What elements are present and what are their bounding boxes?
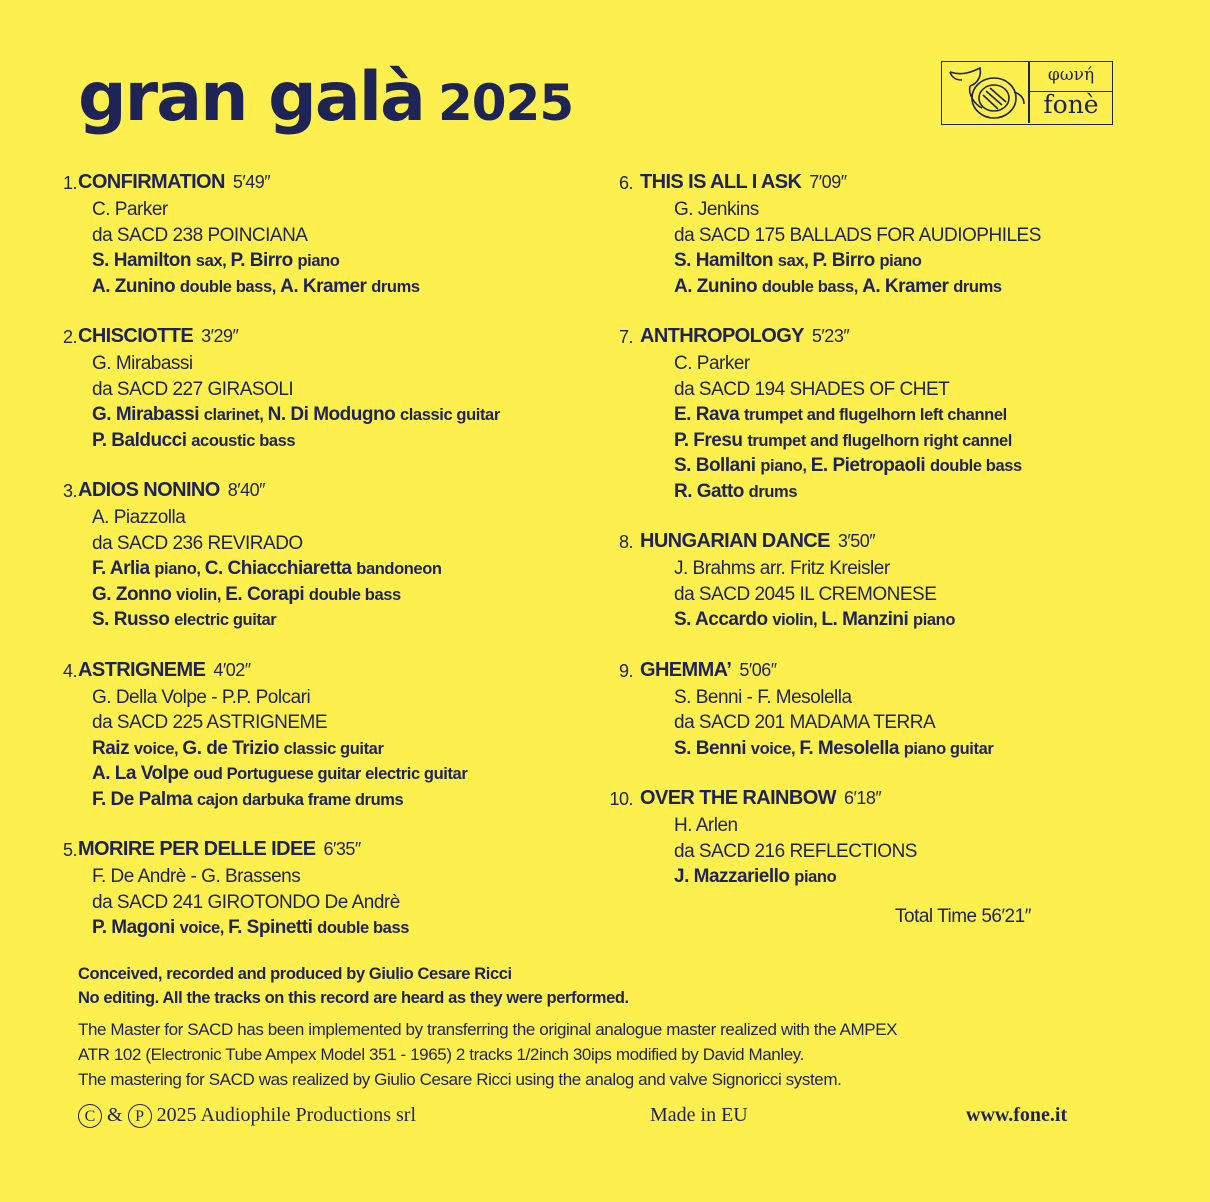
track-title: THIS IS ALL I ASK (640, 171, 802, 193)
phonogram-p-icon: P (128, 1104, 152, 1128)
track-heading (618, 171, 1120, 197)
performer-role: acoustic bass (191, 431, 296, 450)
track-duration: 3′29″ (201, 326, 239, 346)
track-album: da SACD 216 REFLECTIONS (674, 840, 917, 862)
track-number: 7. (618, 327, 633, 347)
performer-name: P. Birro (230, 250, 293, 271)
track-composer: A. Piazzolla (92, 507, 186, 528)
performer-role: double bass (317, 919, 410, 937)
credit-line: Conceived, recorded and produced by Giulio Cesare Ricci (78, 965, 512, 983)
track-number: 6. (618, 173, 633, 193)
production-credits (78, 962, 629, 1010)
performer-role: drums (371, 277, 420, 296)
performer-role: double bass, (761, 277, 863, 296)
performer-role: drums (748, 482, 798, 501)
performer-name: A. La Volpe (92, 763, 189, 784)
track-number: 5. (62, 840, 77, 860)
track-number: 4. (62, 660, 77, 681)
track-heading (62, 838, 608, 864)
note-line: The Master for SACD has been implemented by transferring the original analogue master realized with the AMPEX (78, 1020, 898, 1039)
performer-name: J. Mazzariello (674, 866, 790, 887)
track-duration: 8′40″ (227, 480, 265, 500)
track-heading (62, 658, 608, 685)
track-duration: 5′23″ (811, 326, 850, 346)
performer-line (78, 428, 608, 454)
tracklist-left-column (62, 171, 608, 967)
track-item (62, 325, 608, 453)
track-duration: 7′09″ (809, 172, 847, 192)
track-composer: G. Mirabassi (92, 353, 193, 374)
track-duration: 5′49″ (232, 172, 271, 192)
track-composer: H. Arlen (674, 815, 738, 836)
track-item (618, 171, 1120, 299)
performer-line (640, 274, 1120, 300)
performer-role: cajon darbuka frame drums (196, 790, 404, 809)
track-heading (618, 325, 1120, 351)
performer-line (640, 607, 1120, 633)
performer-line (78, 582, 608, 608)
track-composer: C. Parker (92, 199, 168, 220)
track-item (609, 787, 1120, 890)
track-item (62, 171, 608, 299)
performer-line (78, 556, 608, 582)
track-item (618, 325, 1120, 504)
performer-line (640, 864, 1120, 890)
performer-name: G. de Trizio (182, 737, 279, 759)
track-heading (62, 479, 608, 505)
made-in: Made in EU (650, 1104, 748, 1126)
tracklist-right-column (609, 171, 1120, 916)
track-album: da SACD 241 GIROTONDO De Andrè (92, 891, 400, 913)
performer-name: F. Mesolella (799, 737, 899, 759)
performer-role: voice, (133, 739, 183, 758)
performer-line (78, 402, 608, 428)
performer-role: piano, (760, 457, 811, 475)
track-title: MORIRE PER DELLE IDEE (78, 838, 316, 860)
performer-name: P. Magoni (92, 917, 175, 938)
track-item (62, 838, 608, 941)
copyright-c-icon: C (78, 1104, 102, 1128)
mastering-notes (78, 1017, 897, 1092)
performer-name: A. Kramer (280, 275, 367, 297)
performer-name: E. Corapi (225, 583, 305, 605)
performer-role: piano, (154, 560, 205, 578)
performer-name: S. Bollani (674, 455, 756, 476)
performer-role: classic guitar (399, 406, 500, 424)
performer-role: violin, (772, 611, 822, 629)
track-heading (618, 658, 1120, 685)
performer-name: E. Rava (674, 404, 740, 425)
total-time: Total Time 56′21″ (895, 906, 1031, 927)
track-heading (62, 171, 608, 197)
performer-role: classic guitar (283, 739, 384, 758)
track-heading (618, 530, 1120, 556)
performer-name: A. Kramer (862, 275, 949, 297)
performer-role: sax, (195, 252, 231, 270)
track-number: 8. (618, 532, 633, 552)
performer-name: A. Zunino (92, 275, 176, 297)
copyright-amp: & (107, 1104, 123, 1126)
track-number: 1. (62, 173, 77, 193)
track-duration: 3′50″ (837, 531, 876, 551)
performer-role: trumpet and flugelhorn right cannel (747, 431, 1012, 450)
performer-role: double bass (308, 585, 401, 604)
performer-role: violin, (176, 585, 226, 604)
track-album: da SACD 236 REVIRADO (92, 532, 303, 554)
performer-role: trumpet and flugelhorn left channel (743, 406, 1007, 424)
copyright (78, 1104, 416, 1128)
track-album: da SACD 194 SHADES OF CHET (674, 378, 950, 400)
performer-role: oud Portuguese guitar electric guitar (193, 765, 468, 783)
performer-name: P. Fresu (674, 429, 743, 451)
performer-line (78, 761, 608, 787)
performer-line (78, 915, 608, 941)
track-heading (62, 325, 608, 351)
performer-name: C. Chiacchiaretta (204, 558, 352, 579)
performer-role: electric guitar (174, 611, 277, 629)
performer-name: Raiz (92, 737, 130, 759)
performer-name: G. Mirabassi (92, 404, 199, 425)
track-duration: 5′06″ (739, 659, 777, 680)
track-duration: 6′18″ (843, 788, 882, 808)
performer-role: piano guitar (903, 739, 994, 758)
performer-line (640, 428, 1120, 454)
performer-name: S. Hamilton (674, 250, 774, 271)
track-composer: J. Brahms arr. Fritz Kreisler (674, 558, 890, 579)
performer-line (78, 274, 608, 300)
track-item (618, 530, 1120, 633)
track-number: 10. (609, 789, 633, 809)
performer-name: G. Zonno (92, 583, 172, 605)
performer-name: F. De Palma (92, 788, 193, 810)
track-composer: G. Della Volpe - P.P. Polcari (92, 686, 311, 708)
performer-name: A. Zunino (674, 275, 758, 297)
track-album: da SACD 2045 IL CREMONESE (674, 583, 937, 605)
performer-line (78, 787, 608, 813)
page-title (78, 58, 573, 137)
track-album: da SACD 227 GIRASOLI (92, 378, 294, 400)
performer-line (78, 736, 608, 762)
track-title: CONFIRMATION (78, 171, 225, 193)
note-line: ATR 102 (Electronic Tube Ampex Model 351 - 1965) 2 tracks 1/2inch 30ips modified by David Manley. (78, 1045, 804, 1064)
performer-role: clarinet, (203, 406, 268, 424)
performer-name: S. Russo (92, 609, 170, 630)
performer-name: F. Arlia (92, 558, 150, 579)
note-line: The mastering for SACD was realized by Giulio Cesare Ricci using the analog and valve Signoricci system. (78, 1070, 842, 1089)
performer-name: S. Benni (674, 737, 747, 759)
performer-name: S. Hamilton (92, 250, 192, 271)
performer-role: double bass, (179, 277, 281, 296)
track-album: da SACD 238 POINCIANA (92, 224, 308, 246)
logo-greek-text: φωνή (1047, 65, 1095, 85)
logo-fone-text: fonè (1043, 90, 1099, 119)
performer-role: piano (913, 611, 956, 629)
performer-name: E. Pietropaoli (810, 455, 926, 476)
track-number: 3. (62, 481, 77, 501)
track-heading (609, 787, 1120, 813)
performer-name: R. Gatto (674, 480, 744, 502)
track-album: da SACD 225 ASTRIGNEME (92, 712, 328, 733)
track-title: OVER THE RAINBOW (640, 787, 836, 809)
performer-line (78, 248, 608, 274)
performer-role: voice, (750, 739, 800, 758)
performer-role: piano (879, 252, 922, 270)
credit-line: No editing. All the tracks on this record are heard as they were performed. (78, 989, 629, 1007)
performer-line (640, 736, 1120, 762)
performer-line (640, 402, 1120, 428)
track-item (618, 658, 1120, 762)
track-duration: 4′02″ (213, 659, 251, 680)
track-title: ANTHROPOLOGY (640, 325, 804, 347)
performer-role: drums (953, 277, 1002, 296)
fone-logo (941, 61, 1113, 125)
track-number: 9. (618, 660, 633, 681)
performer-role: bandoneon (356, 560, 442, 578)
performer-line (78, 607, 608, 633)
track-composer: C. Parker (674, 353, 750, 374)
performer-role: sax, (777, 252, 813, 270)
title-text: gran galà (78, 58, 424, 137)
track-number: 2. (62, 327, 77, 347)
track-duration: 6′35″ (323, 839, 361, 859)
track-composer: G. Jenkins (674, 199, 759, 220)
track-title: ADIOS NONINO (78, 479, 220, 501)
copyright-text: 2025 Audiophile Productions srl (156, 1104, 417, 1126)
performer-name: P. Balducci (92, 429, 187, 451)
performer-role: voice, (179, 919, 229, 937)
performer-name: S. Accardo (674, 609, 768, 630)
website-link[interactable]: www.fone.it (966, 1104, 1068, 1126)
performer-line (640, 248, 1120, 274)
track-title: GHEMMA’ (640, 658, 732, 681)
french-horn-icon (946, 64, 1026, 122)
performer-role: piano (794, 868, 837, 886)
performer-role: piano (297, 252, 340, 270)
performer-name: P. Birro (812, 250, 875, 271)
track-title: CHISCIOTTE (78, 325, 194, 347)
track-composer: F. De Andrè - G. Brassens (92, 866, 301, 887)
track-album: da SACD 175 BALLADS FOR AUDIOPHILES (674, 224, 1041, 246)
title-year: 2025 (437, 74, 574, 132)
track-composer: S. Benni - F. Mesolella (674, 686, 852, 708)
performer-role: double bass (929, 457, 1022, 475)
performer-name: L. Manzini (821, 609, 909, 630)
track-item (62, 479, 608, 633)
track-item (62, 658, 608, 813)
performer-name: F. Spinetti (228, 917, 313, 938)
performer-line (640, 479, 1120, 505)
track-album: da SACD 201 MADAMA TERRA (674, 712, 936, 733)
performer-name: N. Di Modugno (267, 404, 396, 425)
track-title: ASTRIGNEME (78, 658, 206, 681)
performer-line (640, 453, 1120, 479)
track-title: HUNGARIAN DANCE (640, 530, 830, 552)
